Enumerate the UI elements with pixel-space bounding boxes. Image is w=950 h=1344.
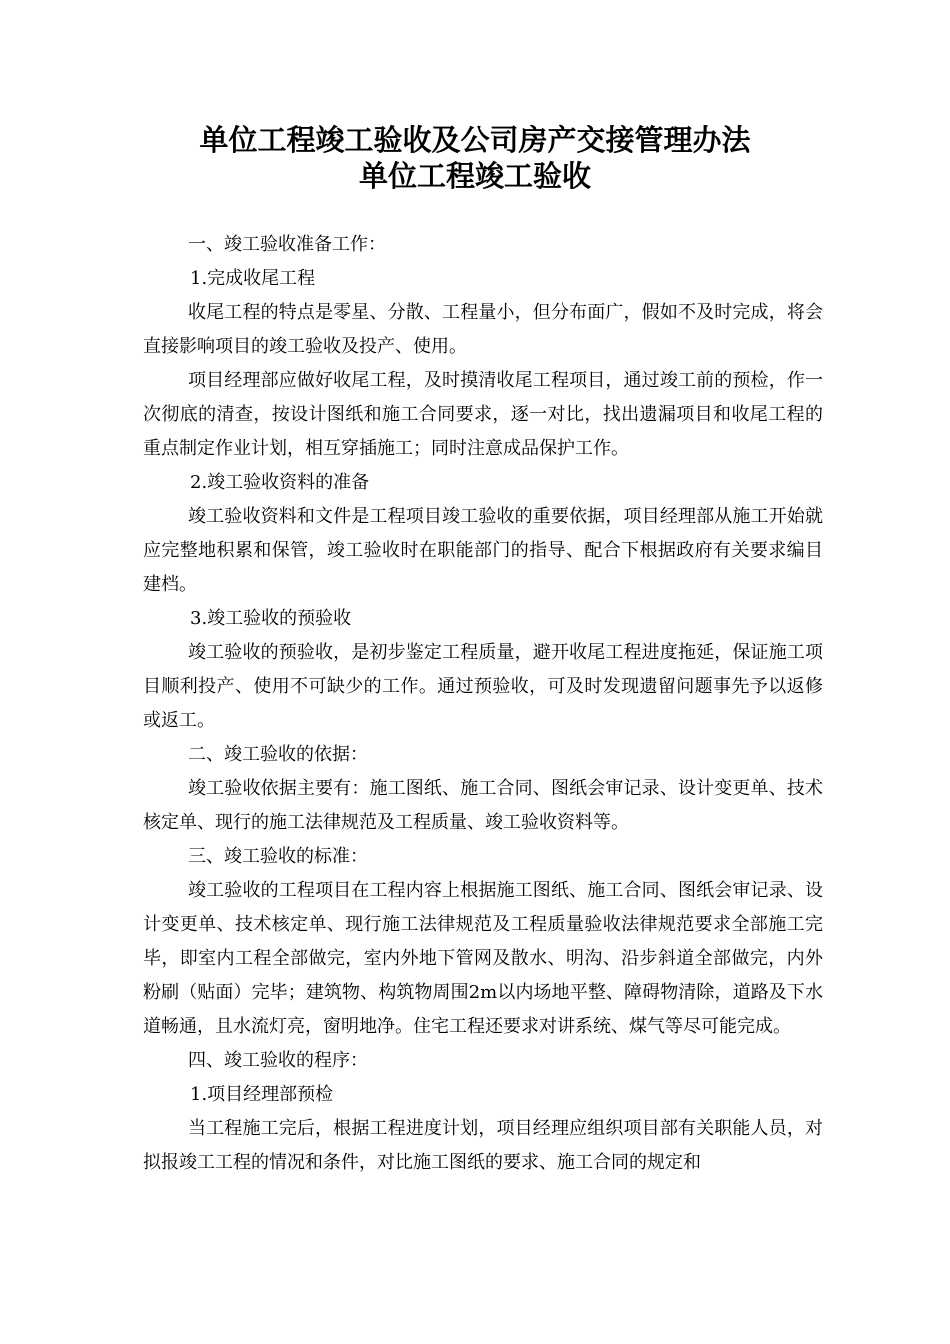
document-body [143,228,823,1180]
list-item-heading: 3.竣工验收的预验收 [190,608,352,629]
body-paragraph: 收尾工程的特点是零星、分散、工程量小，但分布面广，假如不及时完成，将会直接影响项目的竣工验收及投产、使用。 [143,302,823,357]
body-paragraph: 竣工验收的工程项目在工程内容上根据施工图纸、施工合同、图纸会审记录、设计变更单、技术核定单、现行施工法律规范及工程质量验收法律规范要求全部施工完毕，即室内工程全部做完，室内外地下管网及散水、明沟、沿步斜道全部做完，内外粉刷（贴面）完毕；建筑物、构筑物周围2m以内场地平整、障碍物清除，道路及下水道畅通，且水流灯亮，窗明地净。住宅工程还要求对讲系统、煤气等尽可能完成。 [143,880,823,1037]
body-paragraph: 项目经理部应做好收尾工程，及时摸清收尾工程项目，通过竣工前的预检，作一次彻底的清查，按设计图纸和施工合同要求，逐一对比，找出遗漏项目和收尾工程的重点制定作业计划，相互穿插施工；同时注意成品保护工作。 [143,370,823,459]
section-heading: 二、竣工验收的依据： [188,744,368,765]
body-paragraph: 当工程施工完后，根据工程进度计划，项目经理应组织项目部有关职能人员，对拟报竣工工程的情况和条件，对比施工图纸的要求、施工合同的规定和 [143,1118,823,1173]
list-item-heading: 2.竣工验收资料的准备 [190,472,370,493]
list-item-heading: 1.完成收尾工程 [190,268,316,289]
section-heading: 三、竣工验收的标准： [188,846,368,867]
document-subtitle: 单位工程竣工验收 [358,159,591,193]
section-heading: 四、竣工验收的程序： [188,1050,368,1071]
body-paragraph: 竣工验收的预验收，是初步鉴定工程质量，避开收尾工程进度拖延，保证施工项目顺利投产、使用不可缺少的工作。通过预验收，可及时发现遗留问题事先予以返修或返工。 [143,642,823,731]
document-title: 单位工程竣工验收及公司房产交接管理办法 [199,123,751,157]
body-paragraph: 竣工验收资料和文件是工程项目竣工验收的重要依据，项目经理部从施工开始就应完整地积累和保管，竣工验收时在职能部门的指导、配合下根据政府有关要求编目建档。 [143,506,823,595]
body-paragraph: 竣工验收依据主要有：施工图纸、施工合同、图纸会审记录、设计变更单、技术核定单、现行的施工法律规范及工程质量、竣工验收资料等。 [143,778,823,833]
section-heading: 一、竣工验收准备工作： [188,234,386,255]
list-item-heading: 1.项目经理部预检 [190,1084,334,1105]
